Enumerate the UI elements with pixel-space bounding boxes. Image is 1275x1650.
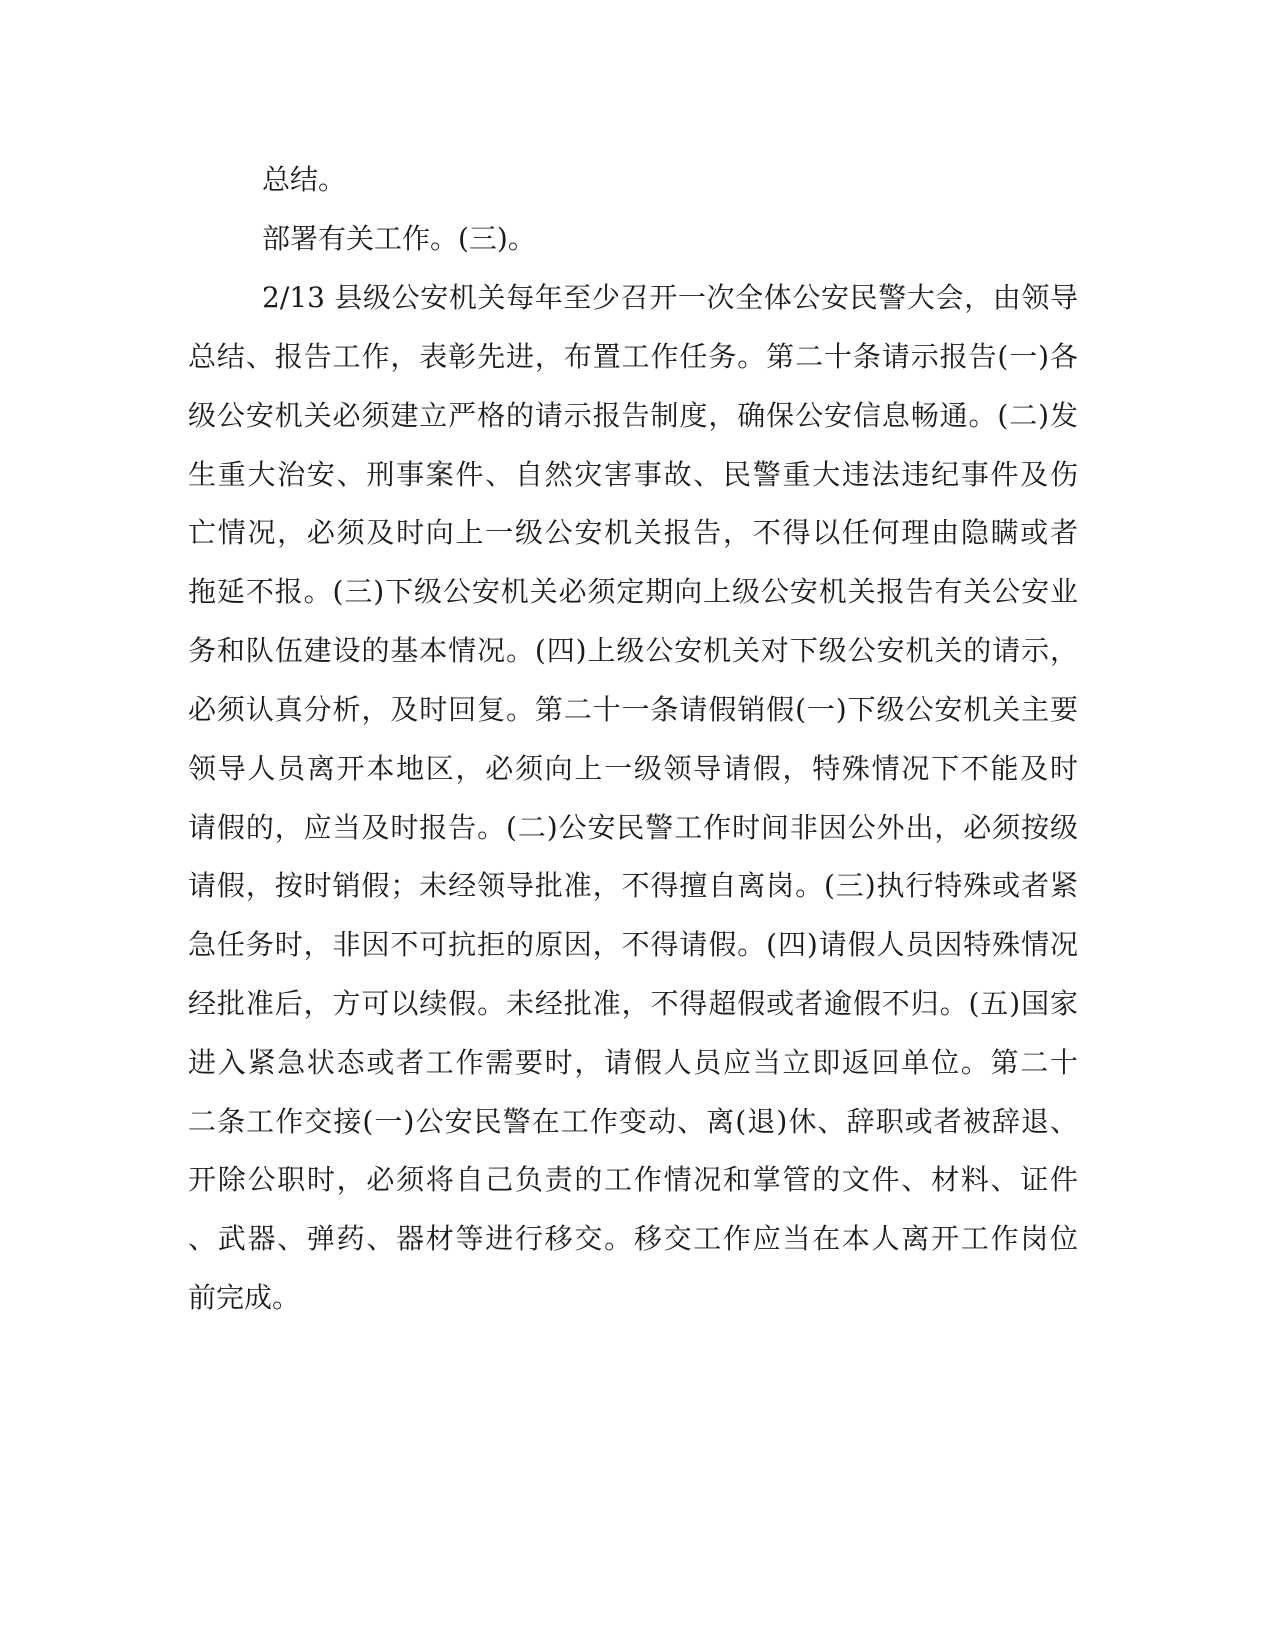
text-line: 二条工作交接(一)公安民警在工作变动、离(退)休、辞职或者被辞退、: [188, 1105, 1078, 1138]
text-line: 、武器、弹药、器材等进行移交。移交工作应当在本人离开工作岗位: [188, 1222, 1078, 1255]
text-line: 生重大治安、刑事案件、自然灾害事故、民警重大违法违纪事件及伤: [188, 458, 1078, 491]
text-line: 部署有关工作。(三)。: [262, 222, 536, 255]
text-line: 2/13 县级公安机关每年至少召开一次全体公安民警大会，由领导: [262, 281, 1078, 314]
text-line: 请假的，应当及时报告。(二)公安民警工作时间非因公外出，必须按级: [188, 811, 1078, 844]
text-line: 前完成。: [188, 1281, 301, 1314]
text-line: 急任务时，非因不可抗拒的原因，不得请假。(四)请假人员因特殊情况: [188, 928, 1078, 961]
text-line: 总结。: [262, 163, 347, 196]
text-line: 领导人员离开本地区，必须向上一级领导请假，特殊情况下不能及时: [188, 752, 1078, 785]
text-line: 拖延不报。(三)下级公安机关必须定期向上级公安机关报告有关公安业: [188, 575, 1078, 608]
text-line: 级公安机关必须建立严格的请示报告制度，确保公安信息畅通。(二)发: [188, 399, 1078, 432]
text-line: 务和队伍建设的基本情况。(四)上级公安机关对下级公安机关的请示，: [188, 634, 1078, 667]
text-line: 进入紧急状态或者工作需要时，请假人员应当立即返回单位。第二十: [188, 1046, 1078, 1079]
text-line: 开除公职时，必须将自己负责的工作情况和掌管的文件、材料、证件: [188, 1163, 1078, 1196]
text-line: 亡情况，必须及时向上一级公安机关报告，不得以任何理由隐瞒或者: [188, 516, 1078, 549]
text-line: 总结、报告工作，表彰先进，布置工作任务。第二十条请示报告(一)各: [188, 340, 1078, 373]
text-line: 经批准后，方可以续假。未经批准，不得超假或者逾假不归。(五)国家: [188, 987, 1078, 1020]
text-line: 请假，按时销假；未经领导批准，不得擅自离岗。(三)执行特殊或者紧: [188, 869, 1078, 902]
text-line: 必须认真分析，及时回复。第二十一条请假销假(一)下级公安机关主要: [188, 693, 1078, 726]
